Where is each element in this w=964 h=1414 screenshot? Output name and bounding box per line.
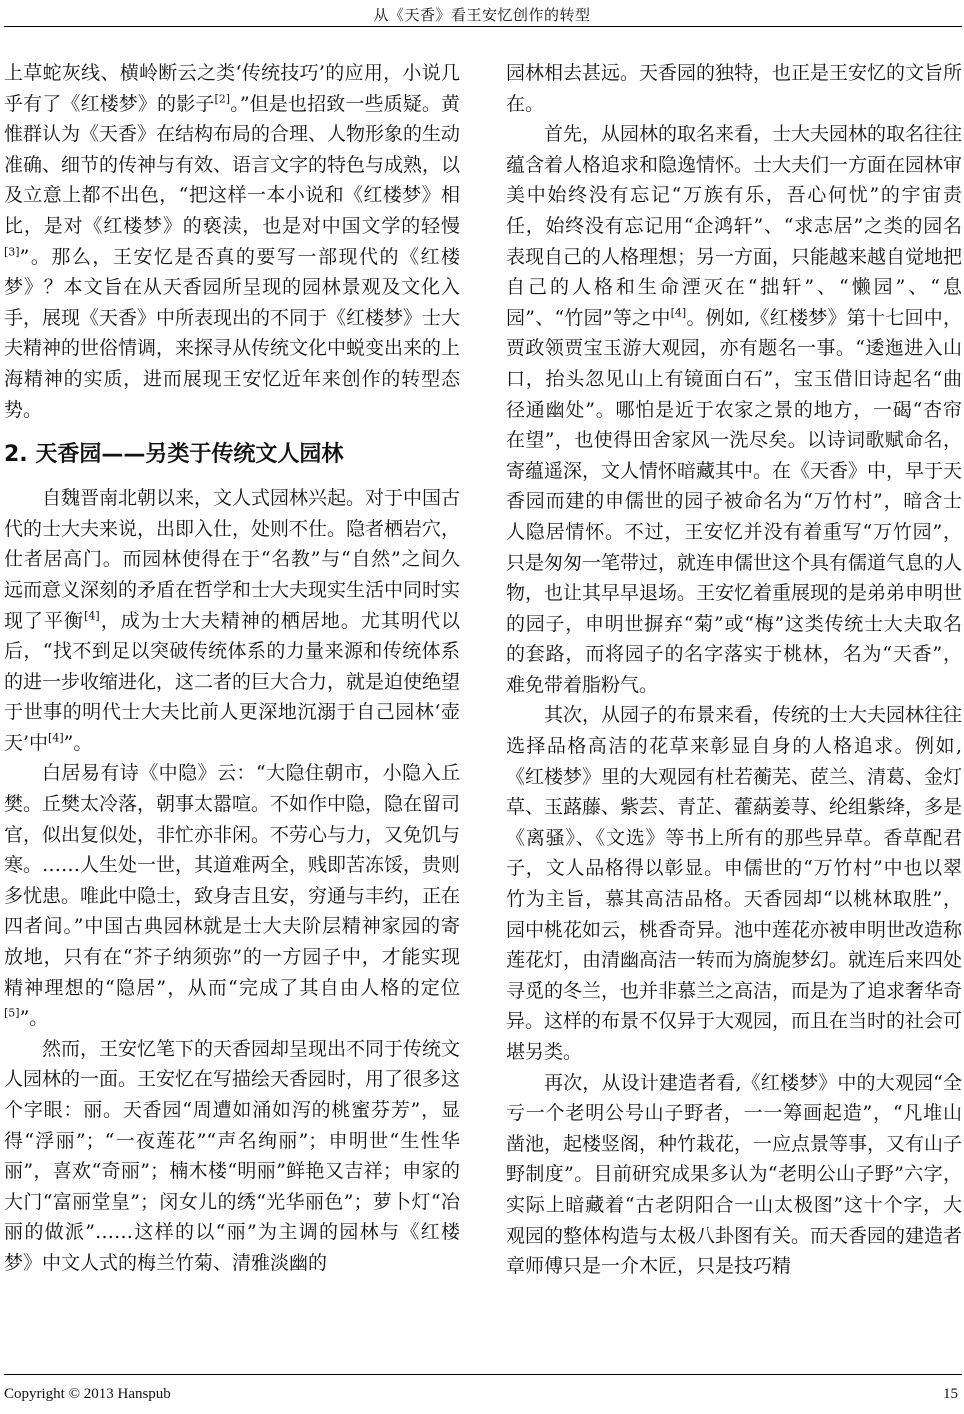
- citation-ref[interactable]: [4]: [84, 609, 100, 623]
- citation-ref[interactable]: [3]: [4, 245, 20, 259]
- paragraph: 首先，从园林的取名来看，士大夫园林的取名往往蕴含着人格追求和隐逸情怀。士大夫们一方面在园林审美中始终没有忘记“万族有乐，吾心何忧”的宇宙责任，始终没有忘记用“企鸿轩”、“求志居”之类的园名表现自己的人格理想；另一方面，只能越来越自觉地把自己的人格和生命湮灭在“拙轩”、“懒园”、“息园”、“竹园”等之中[4]。例如,《红楼梦》第十七回中，贾政领贾宝玉游大观园，亦有题名一事。“逶迤进入山口，抬头忽见山上有镜面白石”，宝玉借旧诗起名“曲径通幽处”。哪怕是近于农家之景的地方，一碣“杏帘在望”，也使得田舍家风一洗尽矣。以诗词歌赋命名，寄蕴遥深，文人情怀暗藏其中。在《天香》中，早于天香园而建的申儒世的园子被命名为“万竹村”，暗含士人隐居情怀。不过，王安忆并没有着重写“万竹园”，只是匆匆一笔带过，就连申儒世这个具有儒道气息的人物，也让其早早退场。王安忆着重展现的是弟弟申明世的园子，申明世摒弃“菊”或“梅”这类传统士大夫取名的套路，而将园子的名字落实于桃林，名为“天香”，难免带着脂粉气。: [506, 123, 963, 696]
- paragraph: 白居易有诗《中隐》云：“大隐住朝市，小隐入丘樊。丘樊太冷落，朝事太嚣喧。不如作中隐，隐在留司官，似出复似处，非忙亦非闲。不劳心与力，又免饥与寒。……人生处一世，其道难两全，贱即苦冻馁，贵则多忧患。唯此中隐士，致身吉且安，穷通与丰约，正在四者间。”中国古典园林就是士大夫阶层精神家园的寄放地，只有在“芥子纳须弥”的一方园子中，才能实现精神理想的“隐居”，从而“完成了其自由人格的定位[5]”。: [4, 762, 461, 1030]
- paragraph: 其次，从园子的布景来看，传统的士大夫园林往往选择品格高洁的花草来彰显自身的人格追求。例如,《红楼梦》里的大观园有杜若蘅芜、茝兰、清葛、金灯草、玉蕗藤、紫芸、青芷、藿蒳姜荨、纶组紫绛，多是《离骚》、《文选》等书上所有的那些异草。香草配君子，文人品格得以彰显。申儒世的“万竹村”中也以翠竹为主旨，慕其高洁品格。天香园却“以桃林取胜”，园中桃花如云，桃香奇异。池中莲花亦被申明世改造称莲花灯，由清幽高洁一转而为旖旎梦幻。就连后来四处寻觅的冬兰，也并非慕兰之高洁，而是为了追求奢华奇异。这样的布景不仅异于大观园，而且在当时的社会可堪另类。: [506, 704, 963, 1063]
- left-column: [4, 58, 460, 1279]
- paragraph-continued: 园林相去甚远。天香园的独特，也正是王安忆的文旨所在。: [506, 62, 963, 115]
- right-column: [506, 58, 962, 1282]
- citation-ref[interactable]: [4]: [670, 306, 687, 320]
- paragraph-intro-continued: 上草蛇灰线、横岭断云之类‘传统技巧’的应用，小说几乎有了《红楼梦》的影子[2]。”但是也招致一些质疑。黄惟群认为《天香》在结构布局的合理、人物形象的生动准确、细节的传神与有效、语言文字的特色与成熟，以及立意上都不出色，“把这样一本小说和《红楼梦》相比，是对《红楼梦》的亵渎，也是对中国文学的轻慢[3]”。那么，王安忆是否真的要写一部现代的《红楼梦》？本文旨在从天香园所呈现的园林景观及文化入手，展现《天香》中所表现出的不同于《红楼梦》士大夫精神的世俗情调，来探寻从传统文化中蜕变出来的上海精神的实质，进而展现王安忆近年来创作的转型态势。: [4, 62, 461, 421]
- citation-ref[interactable]: [2]: [214, 92, 231, 106]
- citation-ref[interactable]: [5]: [4, 1006, 20, 1020]
- citation-ref[interactable]: [4]: [48, 731, 64, 745]
- section-heading: 2. 天香园——另类于传统文人园林: [4, 442, 344, 468]
- paragraph: 再次，从设计建造者看,《红楼梦》中的大观园“全亏一个老明公号山子野者，一一筹画起造”，“凡堆山凿池，起楼竖阁，种竹栽花，一应点景等事，又有山子野制度”。目前研究成果多认为“老明公山子野”六字，实际上暗藏着“古老阴阳合一山太极图”这十个字，大观园的整体构造与太极八卦图有关。而天香园的建造者章师傅只是一介木匠，只是技巧精: [506, 1071, 963, 1278]
- copyright-notice: Copyright © 2013 Hanspub: [4, 1386, 171, 1402]
- paragraph: 自魏晋南北朝以来，文人式园林兴起。对于中国古代的士大夫来说，出即入仕，处则不仕。隐者栖岩穴，仕者居高门。而园林使得在于“名教”与“自然”之间久远而意义深刻的矛盾在哲学和士大夫现实生活中同时实现了平衡[4]，成为士大夫精神的栖居地。尤其明代以后，“找不到足以突破传统体系的力量来源和传统体系的进一步收缩进化，这二者的巨大合力，就是迫使绝望于世事的明代士大夫比前人更深地沉溺于自己园林‘壶天’中[4]”。: [4, 487, 461, 754]
- page-number: 15: [943, 1386, 958, 1402]
- running-header: 从《天香》看王安忆创作的转型: [373, 6, 591, 24]
- footer-rule: [4, 1374, 962, 1375]
- paragraph: 然而，王安忆笔下的天香园却呈现出不同于传统文人园林的一面。王安忆在写描绘天香园时，用了很多这个字眼：丽。天香园“周遭如涌如泻的桃蜜芬芳”，显得“浮丽”；“一夜莲花”“声名绚丽”；申明世“生性华丽”，喜欢“奇丽”；楠木楼“明丽”鲜艳又吉祥；申家的大门“富丽堂皇”；闵女儿的绣“光华丽色”；萝卜灯“冶丽的做派”……这样的以“丽”为主调的园林与《红楼梦》中文人式的梅兰竹菊、清雅淡幽的: [4, 1037, 461, 1274]
- header-rule: [4, 26, 962, 27]
